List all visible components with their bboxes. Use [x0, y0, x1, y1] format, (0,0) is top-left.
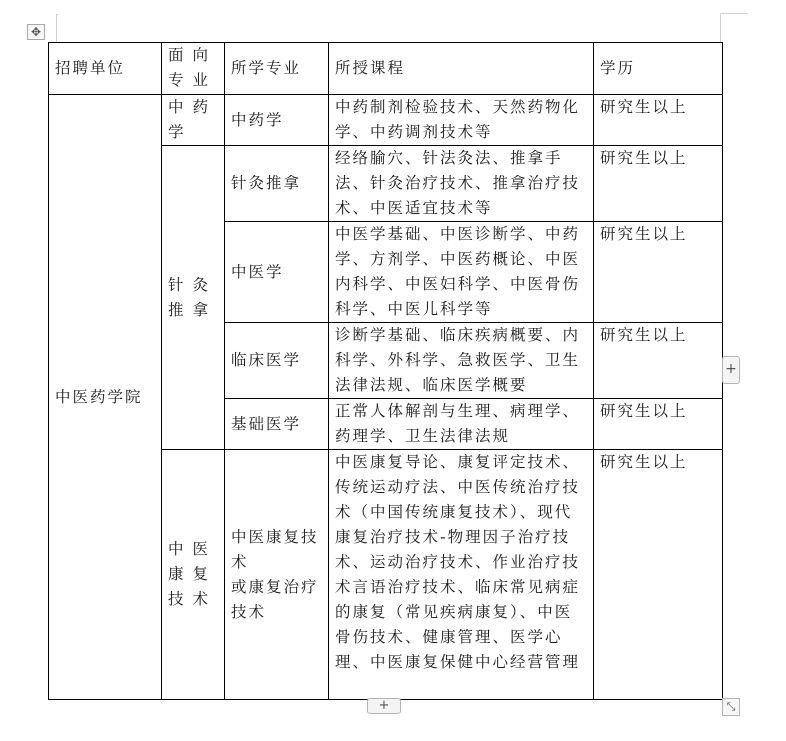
header-direction: 面向专业 — [162, 43, 225, 95]
major-cell: 中药学 — [225, 95, 329, 146]
margin-guide — [56, 14, 58, 15]
add-column-button[interactable]: + — [722, 356, 740, 384]
direction-cell: 中医康复技术 — [162, 450, 225, 700]
degree-cell: 研究生以上 — [594, 399, 723, 450]
major-cell: 临床医学 — [225, 323, 329, 399]
major-cell: 中医康复技术 或康复治疗技术 — [225, 450, 329, 700]
courses-cell: 中药制剂检验技术、天然药物化学、中药调剂技术等 — [329, 95, 594, 146]
margin-guide — [720, 14, 721, 42]
major-cell: 针灸推拿 — [225, 146, 329, 222]
courses-cell: 中医康复导论、康复评定技术、传统运动疗法、中医传统治疗技术（中国传统康复技术）、现代康复治疗技术-物理因子治疗技术、运动治疗技术、作业治疗技术言语治疗技术、临床常见病症的康复（常见疾病康复）、中医骨伤技术、健康管理、医学心理、中医康复保健中心经营管理 — [329, 450, 594, 700]
header-unit: 招聘单位 — [49, 43, 162, 95]
table-resize-icon[interactable]: ⤡ — [722, 698, 740, 716]
direction-cell: 针灸推拿 — [162, 146, 225, 450]
table-move-handle-icon[interactable]: ✥ — [27, 24, 45, 40]
direction-cell: 中药学 — [162, 95, 225, 146]
header-major: 所学专业 — [225, 43, 329, 95]
margin-guide — [720, 13, 748, 14]
degree-cell: 研究生以上 — [594, 95, 723, 146]
degree-cell: 研究生以上 — [594, 323, 723, 399]
margin-guide — [56, 14, 57, 42]
courses-cell: 正常人体解剖与生理、病理学、药理学、卫生法律法规 — [329, 399, 594, 450]
recruitment-table — [48, 42, 723, 700]
header-courses: 所授课程 — [329, 43, 594, 95]
major-cell: 基础医学 — [225, 399, 329, 450]
table-row — [49, 95, 723, 146]
courses-cell: 中医学基础、中医诊断学、中药学、方剂学、中医药概论、中医内科学、中医妇科学、中医骨伤科学、中医儿科学等 — [329, 222, 594, 323]
unit-cell: 中医药学院 — [49, 95, 162, 700]
table-header-row — [49, 43, 723, 95]
degree-cell: 研究生以上 — [594, 450, 723, 700]
degree-cell: 研究生以上 — [594, 146, 723, 222]
major-cell: 中医学 — [225, 222, 329, 323]
add-row-button[interactable]: + — [367, 698, 401, 714]
degree-cell: 研究生以上 — [594, 222, 723, 323]
courses-cell: 经络腧穴、针法灸法、推拿手法、针灸治疗技术、推拿治疗技术、中医适宜技术等 — [329, 146, 594, 222]
courses-cell: 诊断学基础、临床疾病概要、内科学、外科学、急救医学、卫生法律法规、临床医学概要 — [329, 323, 594, 399]
header-degree: 学历 — [594, 43, 723, 95]
